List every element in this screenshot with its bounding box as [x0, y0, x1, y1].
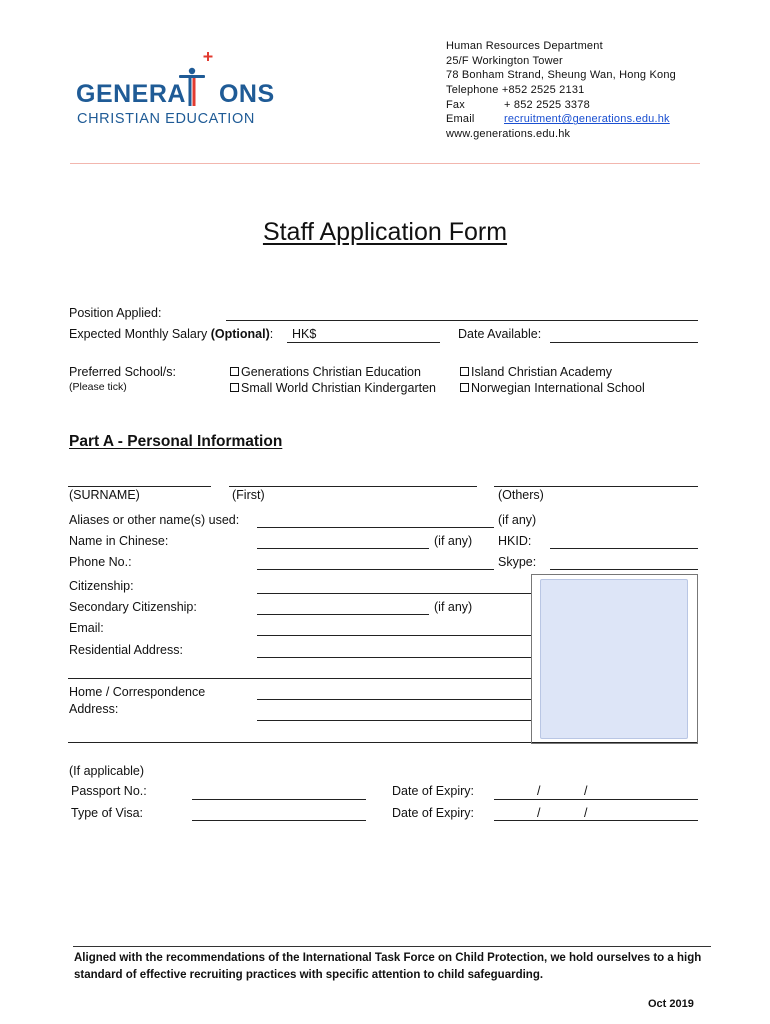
passport-field[interactable]: [192, 799, 366, 800]
checkbox-icon[interactable]: [230, 383, 239, 392]
salary-optional: (Optional): [210, 327, 270, 341]
date-slash: /: [584, 806, 588, 820]
secondary-citizenship-if-any: (if any): [434, 600, 473, 614]
residential-address-field-2[interactable]: [68, 678, 531, 679]
other-names-field[interactable]: [494, 486, 698, 487]
contact-fax-label: Fax: [446, 98, 465, 111]
home-address-label-line2: Address:: [69, 702, 119, 716]
first-name-field[interactable]: [229, 486, 477, 487]
surname-field[interactable]: [68, 486, 211, 487]
school-option-swck[interactable]: [230, 381, 436, 395]
contact-website: www.generations.edu.hk: [446, 128, 571, 141]
contact-address-line2: 78 Bonham Strand, Sheung Wan, Hong Kong: [446, 69, 676, 82]
photo-box[interactable]: [531, 574, 698, 744]
hkid-label: HKID:: [498, 534, 532, 548]
salary-label-row: [69, 327, 273, 341]
section-heading-part-a: Part A - Personal Information: [69, 433, 283, 450]
secondary-citizenship-label: Secondary Citizenship:: [69, 600, 197, 614]
please-tick-note: (Please tick): [69, 381, 127, 393]
if-applicable-note: (If applicable): [69, 764, 145, 778]
checkbox-icon[interactable]: [460, 383, 469, 392]
home-address-field-1[interactable]: [257, 699, 531, 700]
date-available-field[interactable]: [550, 342, 698, 343]
email-label: Email:: [69, 621, 104, 635]
phone-field[interactable]: [257, 569, 494, 570]
citizenship-field[interactable]: [257, 593, 531, 594]
chinese-name-if-any: (if any): [434, 534, 473, 548]
aliases-label: Aliases or other name(s) used:: [69, 513, 240, 527]
contact-block: [446, 39, 746, 142]
chinese-name-label: Name in Chinese:: [69, 534, 169, 548]
aliases-field[interactable]: [257, 527, 494, 528]
salary-field[interactable]: [287, 342, 440, 343]
school-option-label: Small World Christian Kindergarten: [241, 381, 436, 395]
position-applied-field[interactable]: [226, 320, 698, 321]
form-version-date: Oct 2019: [648, 998, 694, 1010]
visa-expiry-label: Date of Expiry:: [392, 806, 474, 820]
contact-dept: Human Resources Department: [446, 40, 603, 52]
contact-email-link[interactable]: recruitment@generations.edu.hk: [504, 113, 670, 126]
home-address-label-line1: Home / Correspondence: [69, 685, 206, 699]
page-title: [0, 218, 770, 247]
photo-placeholder: [540, 579, 688, 739]
residential-address-label: Residential Address:: [69, 643, 183, 657]
footer-divider: [73, 946, 711, 947]
skype-field[interactable]: [550, 569, 698, 570]
logo-wordmark-text: [76, 80, 263, 109]
school-option-label: Generations Christian Education: [241, 365, 421, 379]
child-protection-statement: Aligned with the recommendations of the International Task Force on Child Protection, we hold ourselves to a high standard of effective recruiting practices with specific attention to child safeguarding.: [74, 952, 702, 981]
date-available-label: Date Available:: [458, 327, 542, 341]
generations-logo: [76, 52, 276, 132]
school-option-label: Norwegian International School: [471, 381, 645, 395]
other-names-label: (Others): [498, 488, 544, 502]
email-field[interactable]: [257, 635, 531, 636]
page-title-text: Staff Application Form: [262, 218, 508, 246]
checkbox-icon[interactable]: [230, 367, 239, 376]
aliases-if-any: (if any): [498, 513, 537, 527]
chinese-name-field[interactable]: [257, 548, 429, 549]
visa-expiry-field[interactable]: [494, 820, 698, 821]
salary-colon: :: [269, 327, 274, 341]
salary-label: Expected Monthly Salary: [69, 327, 208, 341]
school-option-nis[interactable]: [460, 381, 645, 395]
skype-label: Skype:: [498, 555, 537, 569]
phone-label: Phone No.:: [69, 555, 132, 569]
contact-address-line1: 25/F Workington Tower: [446, 54, 563, 67]
logo-wordmark: GENERA ONS: [76, 80, 275, 108]
header-divider: [70, 163, 700, 164]
contact-email-label: Email: [446, 113, 475, 126]
logo-subtitle: CHRISTIAN EDUCATION: [77, 111, 255, 127]
residential-address-field-1[interactable]: [257, 657, 531, 658]
contact-telephone: Telephone +852 2525 2131: [446, 84, 585, 97]
contact-fax-value: + 852 2525 3378: [504, 98, 590, 111]
citizenship-label: Citizenship:: [69, 579, 134, 593]
date-slash: /: [584, 784, 588, 798]
home-address-field-2[interactable]: [257, 720, 531, 721]
preferred-school-label: Preferred School/s:: [69, 365, 176, 379]
salary-currency: HK$: [292, 327, 317, 341]
date-slash: /: [537, 806, 541, 820]
visa-field[interactable]: [192, 820, 366, 821]
surname-label: (SURNAME): [69, 488, 140, 502]
secondary-citizenship-field[interactable]: [257, 614, 429, 615]
passport-expiry-label: Date of Expiry:: [392, 784, 474, 798]
hkid-field[interactable]: [550, 548, 698, 549]
school-option-label: Island Christian Academy: [471, 365, 613, 379]
position-applied-label: Position Applied:: [69, 306, 162, 320]
visa-label: Type of Visa:: [71, 806, 144, 820]
passport-label: Passport No.:: [71, 784, 147, 798]
checkbox-icon[interactable]: [460, 367, 469, 376]
date-slash: /: [537, 784, 541, 798]
school-option-gce[interactable]: [230, 365, 421, 379]
passport-expiry-field[interactable]: [494, 799, 698, 800]
first-name-label: (First): [232, 488, 265, 502]
school-option-ica[interactable]: [460, 365, 612, 379]
